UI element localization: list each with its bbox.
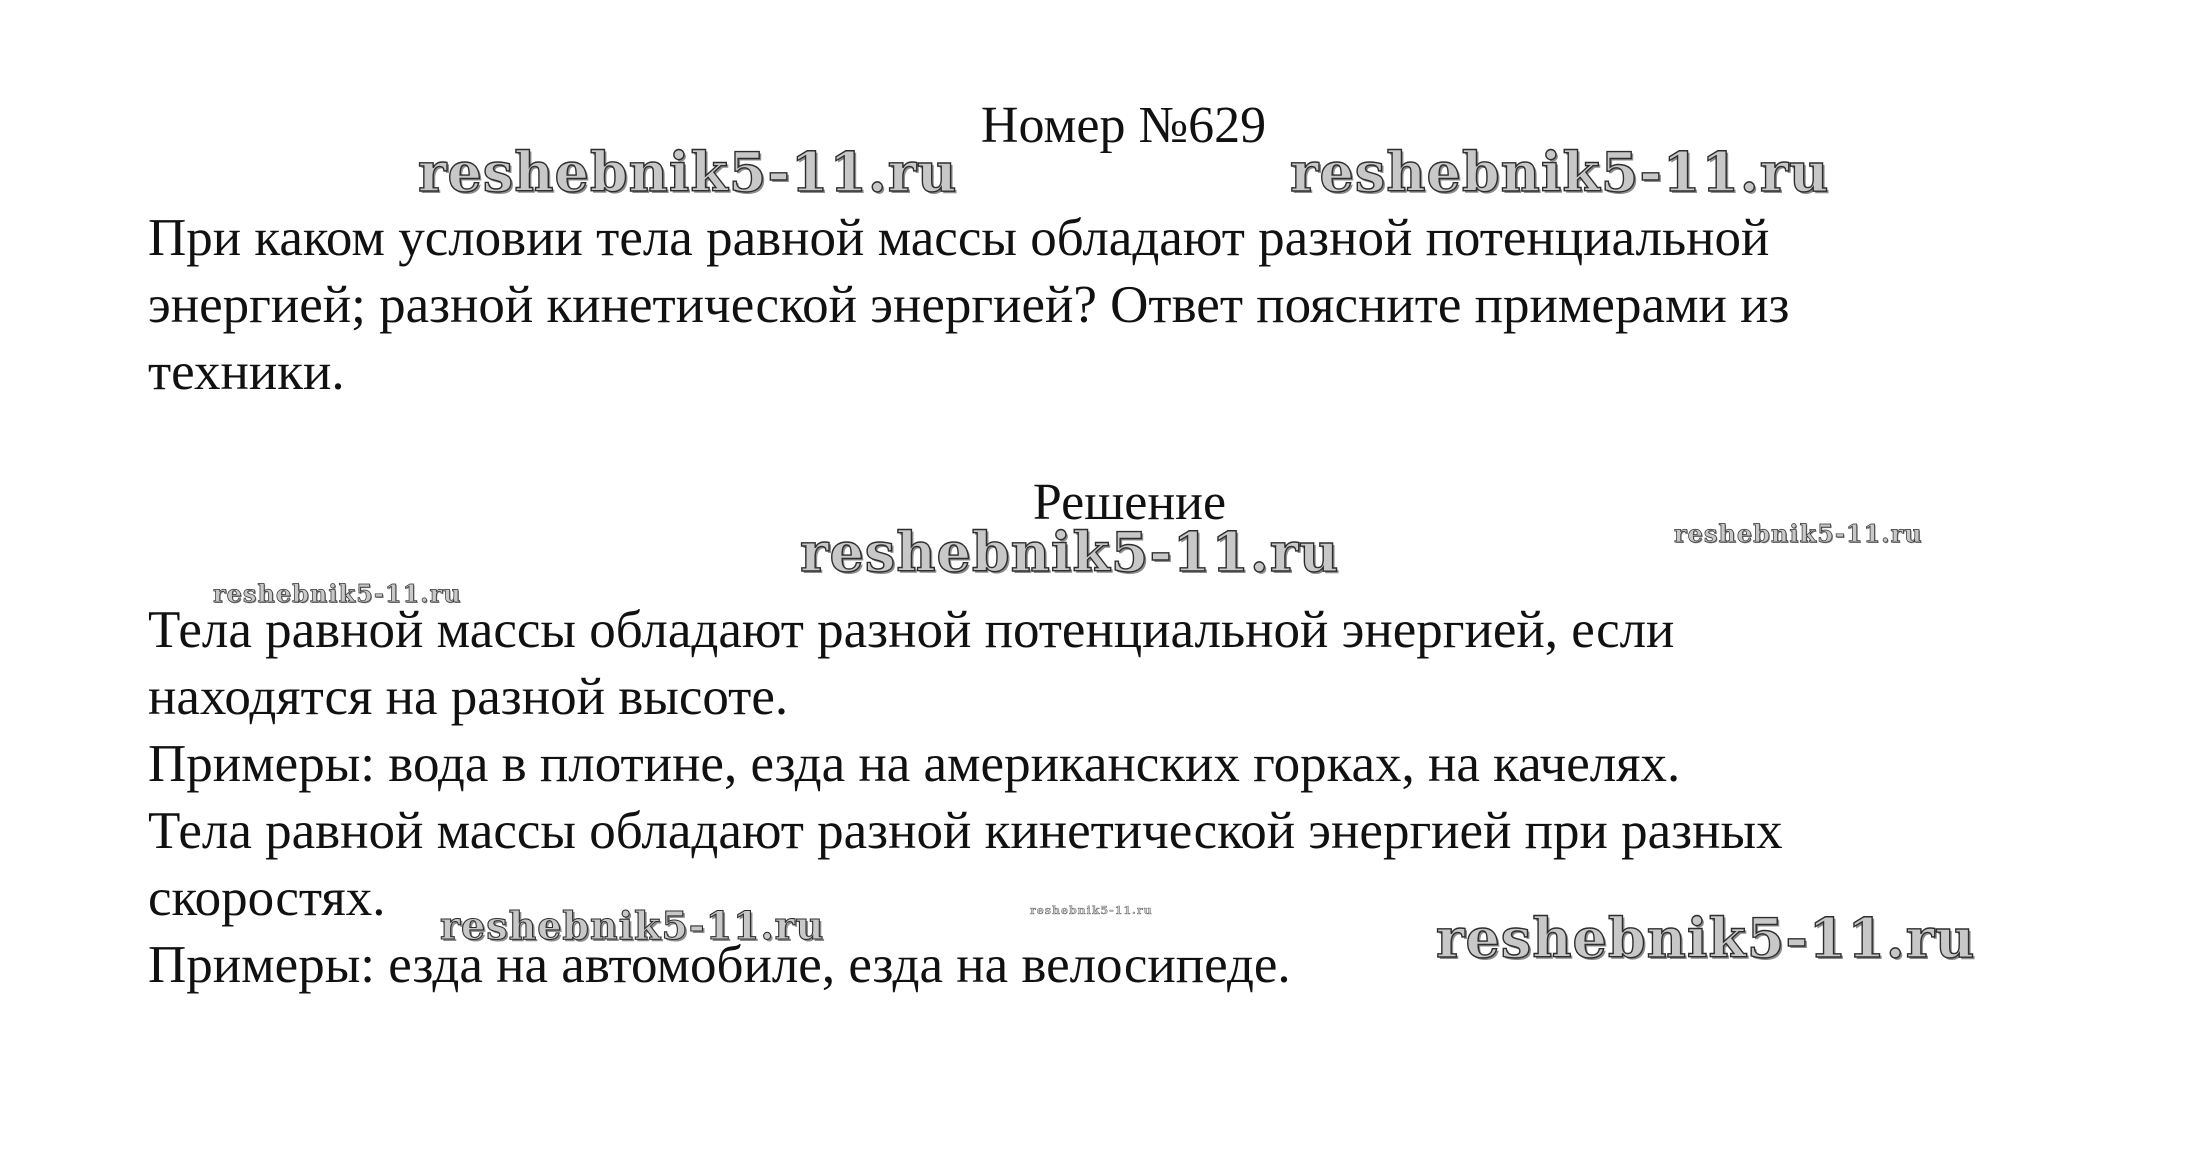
answer-line: Примеры: езда на автомобиле, езда на велосипеде. (148, 936, 1291, 994)
question-line: энергией; разной кинетической энергией? Ответ поясните примерами из (148, 276, 1790, 334)
answer-line: находятся на разной высоте. (148, 668, 789, 726)
watermark-top-left: reshebnik5-11.ru (418, 140, 958, 204)
page-title: Номер №629 (980, 97, 1267, 154)
answer-text (148, 597, 2108, 999)
answer-line: Примеры: вода в плотине, езда на американских горках, на качелях. (148, 735, 1681, 793)
watermark-bottom-right: reshebnik5-11.ru (1436, 906, 1976, 970)
question-line: техники. (148, 343, 345, 401)
answer-line: Тела равной массы обладают разной потенциальной энергией, если (148, 601, 1675, 659)
answer-line: Тела равной массы обладают разной кинетической энергией при разных (148, 802, 1783, 860)
watermark-middle-center: reshebnik5-11.ru (800, 520, 1340, 584)
question-line: При каком условии тела равной массы обладают разной потенциальной (148, 209, 1770, 267)
question-text (148, 205, 2108, 406)
watermark-top-right: reshebnik5-11.ru (1290, 140, 1830, 204)
watermark-middle-left: reshebnik5-11.ru (213, 579, 462, 608)
watermark-bottom-left: reshebnik5-11.ru (440, 903, 825, 948)
watermark-bottom-tiny: reshebnik5-11.ru (1030, 904, 1153, 917)
answer-line: скоростях. (148, 869, 386, 927)
solution-heading: Решение (1032, 474, 1227, 531)
watermark-middle-right: reshebnik5-11.ru (1674, 519, 1923, 548)
